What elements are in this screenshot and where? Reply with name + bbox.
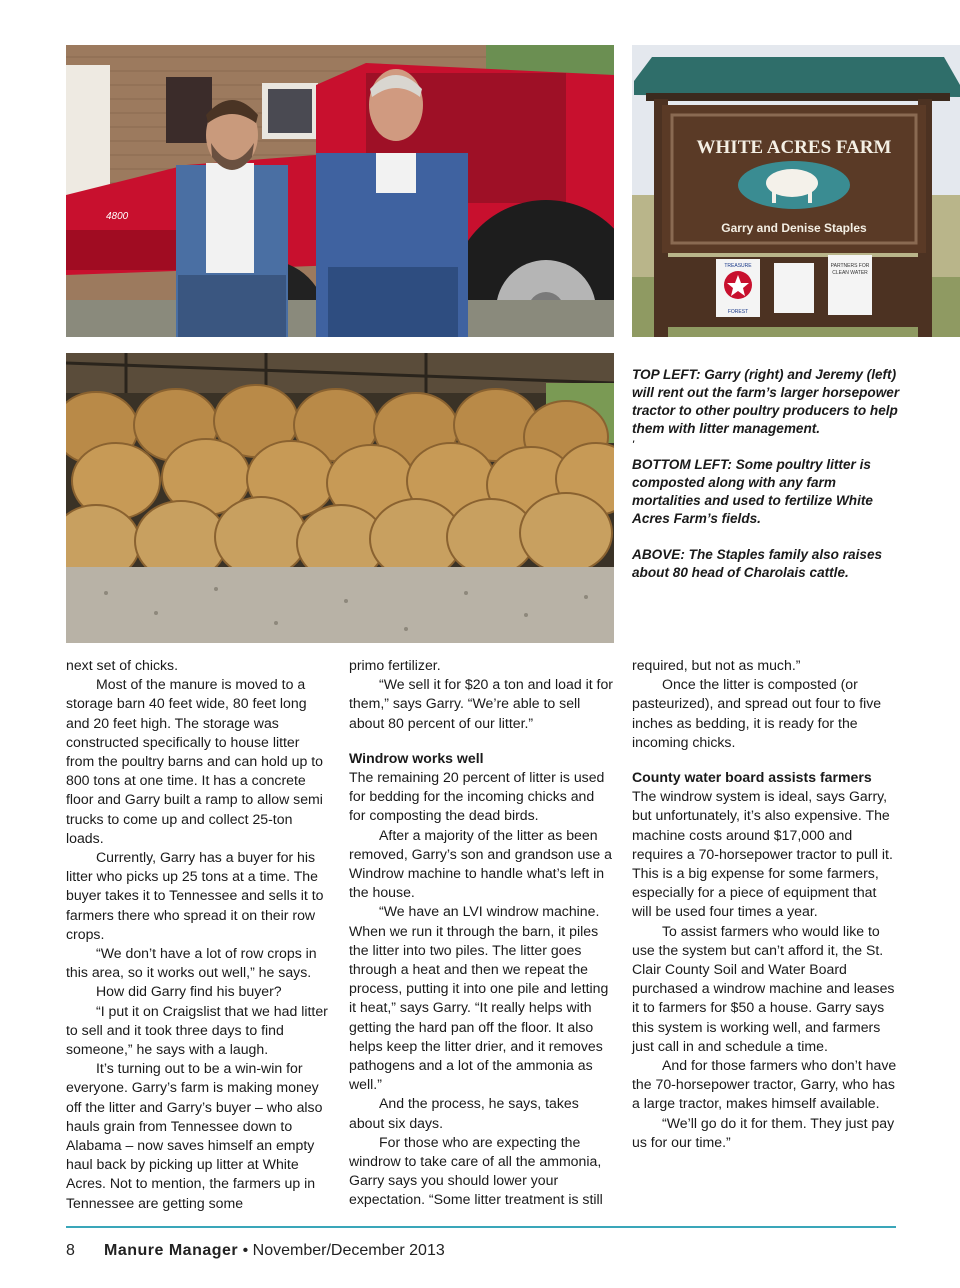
paragraph: The windrow system is ideal, says Garry, but unfortunately, it’s also expensive. The machine costs around $17,000 and requires a 70-horsepower tractor to pull it. This is a big expense for some farmers, especially for a piece of equipment that will be used four times a year.: [632, 788, 893, 920]
paragraph: required, but not as much.”: [632, 657, 801, 673]
paragraph: “We sell it for $20 a ton and load it for them,” says Garry. “We’re able to sell about 80 percent of our litter.”: [349, 676, 613, 731]
badge-clean-water: CLEAN WATER: [832, 270, 868, 276]
caption-top-left: TOP LEFT: Garry (right) and Jeremy (left) will rent out the farm’s larger horsepower tractor to other poultry producers to help them with litter management.: [632, 367, 900, 436]
article-column-3: [632, 656, 898, 1152]
paragraph: And the process, he says, takes about six days.: [349, 1095, 579, 1131]
paragraph: After a majority of the litter as been removed, Garry’s son and grandson use a Windrow machine to handle what’s left in the house.: [349, 826, 612, 901]
caption-bottom-left: BOTTOM LEFT: Some poultry litter is composted along with any farm mortalities and used to fertilize White Acres Farm’s fields.: [632, 457, 873, 526]
footer-rule: [66, 1226, 896, 1228]
article-column-1: [66, 656, 330, 1213]
article-column-2: [349, 656, 613, 1210]
footer-separator: •: [242, 1242, 249, 1259]
paragraph: Currently, Garry has a buyer for his litter who picks up 25 tons at a time. The buyer takes it to Tennessee and sells it to farmers there who spread it on their row crops.: [66, 849, 324, 942]
paragraph: next set of chicks.: [66, 657, 179, 673]
sign-owners: Garry and Denise Staples: [721, 221, 867, 235]
page-number: 8: [66, 1242, 75, 1259]
section-heading: Windrow works well: [349, 749, 484, 766]
paragraph: Once the litter is composted (or pasteurized), and spread out four to five inches as bedding, it is ready for the incoming chicks.: [632, 676, 882, 750]
paragraph: And for those farmers who don’t have the 70-horsepower tractor, Garry, who has a large tractor, makes himself available.: [632, 1057, 897, 1112]
magazine-name: Manure Manager: [104, 1242, 239, 1259]
photo-captions: TOP LEFT: Garry (right) and Jeremy (left) will rent out the farm’s larger horsepower tractor to other poultry producers to help them with litter management. ' BOTTOM LEFT: Some poultry litter is composted along with any farm mortalities and used to fertilize White Acres Farm’s fields. ABOVE: The Staples family also raises about 80 head of Charolais cattle.: [632, 366, 904, 600]
caption-above: ABOVE: The Staples family also raises about 80 head of Charolais cattle.: [632, 547, 883, 580]
badge-forest: FOREST: [727, 309, 749, 315]
paragraph: “We’ll go do it for them. They just pay us for our time.”: [632, 1114, 895, 1150]
paragraph: It’s turning out to be a win-win for everyone. Garry’s farm is making money off the litter and Garry’s buyer – who also hauls grain from Tennessee down to Alabama – now saves himself an empty haul back by picking up litter at White Acres. Not to mention, the farmers up in Tennessee are getting some: [66, 1060, 323, 1211]
paragraph: “I put it on Craigslist that we had litter to sell and it took three days to find someone,” he says with a laugh.: [66, 1002, 328, 1058]
sign-farm-name: WHITE ACRES FARM: [696, 137, 892, 158]
photo-farm-sign: [632, 45, 960, 337]
photo-farmers-tractor: [66, 45, 614, 337]
paragraph: primo fertilizer.: [349, 657, 441, 673]
page-footer: [66, 1240, 445, 1262]
issue-date: November/December 2013: [252, 1242, 445, 1259]
paragraph: Most of the manure is moved to a storage barn 40 feet wide, 80 feet long and 20 feet high. The storage was constructed specifically to house litter from the poultry barns and can hold up to 800 tons at one time. It has a concrete floor and Garry built a ramp to allow semi trucks to come up and collect 25-ton loads.: [66, 676, 323, 846]
paragraph: How did Garry find his buyer?: [96, 983, 282, 1000]
badge-partners: PARTNERS FOR: [830, 263, 870, 269]
paragraph: The remaining 20 percent of litter is used for bedding for the incoming chicks and for composting the dead birds.: [349, 769, 605, 824]
paragraph: “We have an LVI windrow machine. When we run it through the barn, it piles the litter into two piles. The litter goes through a heat and then we repeat the process, putting it into one pile and letting it heat,” says Garry. “It really helps with getting the hard pan off the floor. It also helps keep the litter drier, and it removes pathogens and a lot of the ammonia as well.”: [349, 903, 609, 1093]
paragraph: For those who are expecting the windrow to take care of all the ammonia, Garry says you should lower your expectation. “Some litter treatment is still: [349, 1133, 603, 1208]
tractor-badge: 4800: [106, 211, 129, 222]
section-heading: County water board assists farmers: [632, 769, 872, 786]
paragraph: “We don’t have a lot of row crops in this area, so it works out well,” he says.: [66, 945, 317, 981]
photo-hay-bales: [66, 353, 614, 643]
badge-treasure: TREASURE: [724, 263, 752, 269]
paragraph: To assist farmers who would like to use the system but can’t afford it, the St. Clair County Soil and Water Board purchased a windrow machine and leases it to farmers for $50 a house. Garry says this system is working well, and farmers just call in and schedule a time.: [632, 922, 895, 1054]
